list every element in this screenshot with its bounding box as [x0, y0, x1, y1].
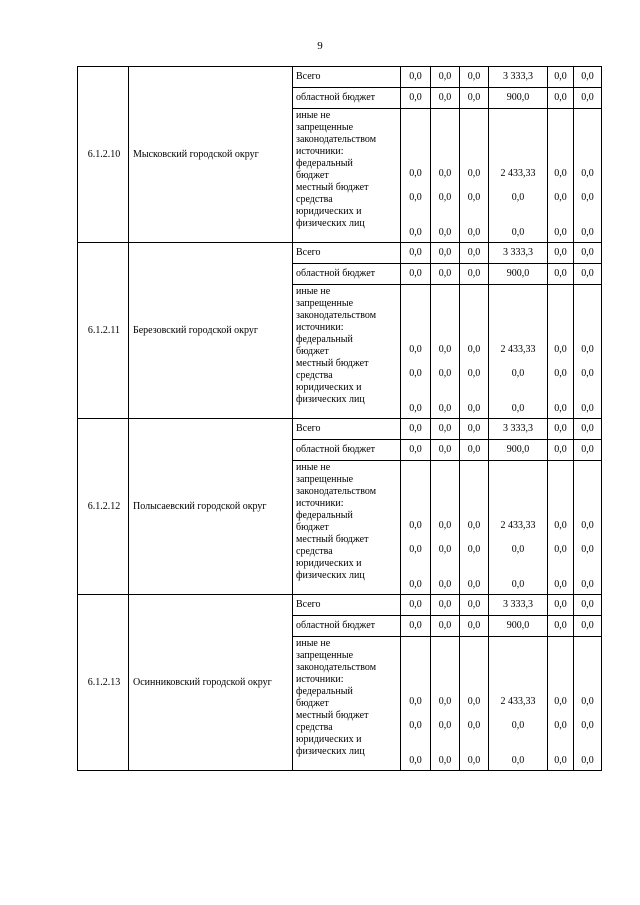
- amount-stack: [574, 461, 601, 592]
- amount-value: 0,0: [554, 368, 567, 379]
- amount-stack-cell: [489, 109, 548, 243]
- amount-stack-cell: [431, 637, 460, 771]
- amount-stack: [489, 109, 547, 240]
- page-number: 9: [317, 40, 323, 52]
- amount-stack-cell: [548, 109, 574, 243]
- amount-cell: 0,0: [574, 88, 602, 109]
- funding-source-oblast: областной бюджет: [293, 440, 401, 461]
- amount-stack: [574, 109, 601, 240]
- amount-cell: 0,0: [460, 616, 489, 637]
- amount-value: 0,0: [581, 520, 594, 531]
- amount-cell: 900,0: [489, 88, 548, 109]
- amount-stack-cell: [574, 637, 602, 771]
- funding-source-oblast: областной бюджет: [293, 264, 401, 285]
- amount-stack: [548, 637, 573, 768]
- amount-stack: [431, 109, 459, 240]
- amount-value: 0,0: [409, 544, 422, 555]
- amount-value: 0,0: [409, 168, 422, 179]
- amount-value: 0,0: [511, 227, 525, 238]
- source-line: источники:: [296, 146, 344, 157]
- table-row: [78, 419, 602, 440]
- source-line: иные не: [296, 462, 331, 473]
- amount-value: 0,0: [554, 755, 567, 766]
- amount-cell: 0,0: [401, 595, 431, 616]
- table-row: [78, 595, 602, 616]
- amount-stack: [548, 109, 573, 240]
- amount-stack-cell: [460, 285, 489, 419]
- funding-source-other: [293, 637, 401, 771]
- amount-value: 0,0: [581, 227, 594, 238]
- source-line: законодательством: [296, 486, 377, 497]
- municipality-name: Полысаевский городской округ: [129, 419, 293, 595]
- amount-cell: 0,0: [431, 440, 460, 461]
- source-line: юридических и: [296, 206, 362, 217]
- source-line: средства: [296, 194, 333, 205]
- amount-cell: 0,0: [548, 67, 574, 88]
- amount-stack-cell: [489, 637, 548, 771]
- source-line: средства: [296, 370, 333, 381]
- amount-value: 0,0: [554, 544, 567, 555]
- amount-stack-cell: [574, 109, 602, 243]
- amount-value: 0,0: [581, 544, 594, 555]
- amount-value: 0,0: [467, 579, 481, 590]
- amount-value: 0,0: [409, 368, 422, 379]
- amount-stack: [460, 637, 488, 768]
- source-line: физических лиц: [296, 394, 365, 405]
- amount-value: 0,0: [438, 520, 452, 531]
- funding-source-oblast: областной бюджет: [293, 88, 401, 109]
- source-line: федеральный: [296, 686, 353, 697]
- amount-cell: 0,0: [401, 264, 431, 285]
- amount-value: 2 433,33: [500, 344, 536, 355]
- amount-value: 0,0: [438, 696, 452, 707]
- amount-stack-cell: [401, 109, 431, 243]
- amount-value: 0,0: [438, 368, 452, 379]
- amount-cell: 0,0: [431, 595, 460, 616]
- amount-stack-cell: [548, 461, 574, 595]
- table-row: [78, 67, 602, 88]
- source-line: физических лиц: [296, 570, 365, 581]
- amount-stack: [401, 637, 430, 768]
- amount-value: 0,0: [581, 368, 594, 379]
- amount-value: 0,0: [511, 368, 525, 379]
- item-code: 6.1.2.12: [78, 419, 129, 595]
- amount-value: 0,0: [409, 579, 422, 590]
- amount-cell: 0,0: [401, 88, 431, 109]
- amount-cell: 0,0: [401, 67, 431, 88]
- amount-value: 0,0: [581, 696, 594, 707]
- amount-stack: [489, 637, 547, 768]
- amount-cell: 0,0: [574, 243, 602, 264]
- amount-value: 0,0: [581, 755, 594, 766]
- amount-cell: 0,0: [548, 595, 574, 616]
- funding-source-oblast: областной бюджет: [293, 616, 401, 637]
- amount-value: 0,0: [467, 227, 481, 238]
- amount-cell: 0,0: [548, 264, 574, 285]
- amount-value: 0,0: [438, 544, 452, 555]
- source-line: местный бюджет: [296, 182, 369, 193]
- amount-value: 0,0: [438, 755, 452, 766]
- amount-cell: 0,0: [401, 419, 431, 440]
- amount-value: 0,0: [438, 403, 452, 414]
- amount-stack: [460, 285, 488, 416]
- amount-value: 0,0: [554, 696, 567, 707]
- amount-stack: [431, 461, 459, 592]
- amount-stack-cell: [431, 461, 460, 595]
- amount-value: 0,0: [581, 192, 594, 203]
- amount-cell: 0,0: [460, 595, 489, 616]
- amount-value: 0,0: [438, 720, 452, 731]
- amount-value: 0,0: [438, 168, 452, 179]
- amount-cell: 0,0: [548, 440, 574, 461]
- amount-value: 0,0: [409, 720, 422, 731]
- amount-value: 0,0: [554, 520, 567, 531]
- item-code: 6.1.2.11: [78, 243, 129, 419]
- amount-stack-cell: [431, 285, 460, 419]
- amount-cell: 0,0: [460, 440, 489, 461]
- amount-value: 0,0: [467, 168, 481, 179]
- amount-cell: 0,0: [431, 264, 460, 285]
- amount-stack-cell: [548, 637, 574, 771]
- amount-value: 0,0: [409, 227, 422, 238]
- amount-cell: 0,0: [401, 243, 431, 264]
- amount-cell: 0,0: [574, 440, 602, 461]
- amount-stack: [548, 461, 573, 592]
- amount-cell: 0,0: [431, 243, 460, 264]
- amount-cell: 0,0: [574, 264, 602, 285]
- amount-cell: 0,0: [431, 419, 460, 440]
- amount-value: 0,0: [438, 227, 452, 238]
- source-line: законодательством: [296, 134, 377, 145]
- funding-source-total: Всего: [293, 595, 401, 616]
- amount-value: 0,0: [554, 720, 567, 731]
- amount-value: 2 433,33: [500, 696, 536, 707]
- amount-stack-cell: [460, 109, 489, 243]
- amount-cell: 0,0: [460, 419, 489, 440]
- municipality-name: Осинниковский городской округ: [129, 595, 293, 771]
- source-line: федеральный: [296, 510, 353, 521]
- table-row: [78, 243, 602, 264]
- source-line: бюджет: [296, 522, 329, 533]
- amount-stack-cell: [460, 461, 489, 595]
- amount-cell: 0,0: [460, 67, 489, 88]
- source-line: иные не: [296, 110, 331, 121]
- funding-source-total: Всего: [293, 243, 401, 264]
- amount-cell: 0,0: [401, 440, 431, 461]
- amount-cell: 900,0: [489, 616, 548, 637]
- amount-cell: 0,0: [431, 88, 460, 109]
- amount-cell: 0,0: [431, 616, 460, 637]
- amount-cell: 0,0: [548, 88, 574, 109]
- amount-value: 0,0: [467, 544, 481, 555]
- amount-value: 0,0: [409, 696, 422, 707]
- amount-value: 0,0: [438, 192, 452, 203]
- amount-value: 0,0: [554, 168, 567, 179]
- source-line: средства: [296, 722, 333, 733]
- amount-stack-cell: [460, 637, 489, 771]
- amount-value: 0,0: [554, 227, 567, 238]
- amount-stack: [460, 109, 488, 240]
- amount-value: 0,0: [554, 192, 567, 203]
- amount-cell: 0,0: [548, 616, 574, 637]
- amount-stack-cell: [489, 285, 548, 419]
- source-line: бюджет: [296, 346, 329, 357]
- source-line: запрещенные: [296, 298, 354, 309]
- source-line: источники:: [296, 498, 344, 509]
- amount-cell: 0,0: [460, 264, 489, 285]
- amount-stack-cell: [548, 285, 574, 419]
- source-line: местный бюджет: [296, 710, 369, 721]
- source-line: средства: [296, 546, 333, 557]
- amount-stack-cell: [574, 461, 602, 595]
- source-line: законодательством: [296, 662, 377, 673]
- amount-value: 0,0: [554, 579, 567, 590]
- amount-stack: [431, 637, 459, 768]
- funding-source-total: Всего: [293, 67, 401, 88]
- amount-cell: 0,0: [460, 243, 489, 264]
- amount-stack-cell: [401, 637, 431, 771]
- municipality-name: Мысковский городской округ: [129, 67, 293, 243]
- item-code: 6.1.2.13: [78, 595, 129, 771]
- amount-stack: [548, 285, 573, 416]
- source-line: местный бюджет: [296, 358, 369, 369]
- amount-stack: [431, 285, 459, 416]
- amount-cell: 3 333,3: [489, 595, 548, 616]
- amount-value: 0,0: [511, 720, 525, 731]
- item-code: 6.1.2.10: [78, 67, 129, 243]
- source-line: физических лиц: [296, 746, 365, 757]
- municipality-name: Березовский городской округ: [129, 243, 293, 419]
- source-line: законодательством: [296, 310, 377, 321]
- amount-cell: 0,0: [574, 67, 602, 88]
- source-line: федеральный: [296, 334, 353, 345]
- amount-stack: [460, 461, 488, 592]
- amount-stack: [489, 461, 547, 592]
- amount-cell: 0,0: [431, 67, 460, 88]
- source-line: юридических и: [296, 382, 362, 393]
- amount-stack-cell: [489, 461, 548, 595]
- amount-value: 0,0: [511, 755, 525, 766]
- amount-value: 0,0: [409, 403, 422, 414]
- amount-value: 0,0: [511, 192, 525, 203]
- amount-cell: 0,0: [548, 243, 574, 264]
- amount-cell: 3 333,3: [489, 243, 548, 264]
- funding-source-other: [293, 461, 401, 595]
- amount-cell: 900,0: [489, 440, 548, 461]
- amount-cell: 0,0: [574, 419, 602, 440]
- funding-source-total: Всего: [293, 419, 401, 440]
- amount-stack: [489, 285, 547, 416]
- source-line: юридических и: [296, 558, 362, 569]
- amount-stack: [401, 285, 430, 416]
- amount-value: 0,0: [467, 192, 481, 203]
- amount-value: 0,0: [511, 579, 525, 590]
- amount-value: 0,0: [467, 755, 481, 766]
- amount-stack: [574, 285, 601, 416]
- amount-value: 0,0: [581, 403, 594, 414]
- amount-value: 0,0: [409, 520, 422, 531]
- source-line: бюджет: [296, 698, 329, 709]
- budget-table: [77, 66, 602, 771]
- amount-value: 0,0: [467, 520, 481, 531]
- funding-source-other: [293, 109, 401, 243]
- amount-value: 0,0: [467, 720, 481, 731]
- source-line: иные не: [296, 638, 331, 649]
- amount-stack-cell: [574, 285, 602, 419]
- amount-value: 0,0: [409, 344, 422, 355]
- amount-value: 0,0: [467, 344, 481, 355]
- source-line: запрещенные: [296, 122, 354, 133]
- amount-cell: 900,0: [489, 264, 548, 285]
- amount-value: 0,0: [467, 368, 481, 379]
- amount-cell: 0,0: [401, 616, 431, 637]
- source-line: запрещенные: [296, 650, 354, 661]
- amount-value: 2 433,33: [500, 168, 536, 179]
- amount-stack: [401, 461, 430, 592]
- amount-stack-cell: [401, 285, 431, 419]
- amount-cell: 3 333,3: [489, 419, 548, 440]
- amount-value: 0,0: [409, 755, 422, 766]
- amount-cell: 0,0: [574, 616, 602, 637]
- amount-value: 0,0: [581, 344, 594, 355]
- amount-stack-cell: [401, 461, 431, 595]
- amount-value: 0,0: [581, 579, 594, 590]
- amount-cell: 0,0: [460, 88, 489, 109]
- source-line: иные не: [296, 286, 331, 297]
- amount-value: 0,0: [511, 403, 525, 414]
- source-line: местный бюджет: [296, 534, 369, 545]
- amount-value: 0,0: [467, 696, 481, 707]
- source-line: источники:: [296, 674, 344, 685]
- source-line: физических лиц: [296, 218, 365, 229]
- amount-value: 2 433,33: [500, 520, 536, 531]
- amount-value: 0,0: [554, 344, 567, 355]
- amount-stack-cell: [431, 109, 460, 243]
- amount-value: 0,0: [409, 192, 422, 203]
- amount-stack: [574, 637, 601, 768]
- amount-cell: 3 333,3: [489, 67, 548, 88]
- funding-source-other: [293, 285, 401, 419]
- amount-value: 0,0: [438, 344, 452, 355]
- source-line: запрещенные: [296, 474, 354, 485]
- source-line: юридических и: [296, 734, 362, 745]
- amount-value: 0,0: [581, 720, 594, 731]
- amount-cell: 0,0: [574, 595, 602, 616]
- amount-value: 0,0: [438, 579, 452, 590]
- amount-value: 0,0: [581, 168, 594, 179]
- amount-value: 0,0: [511, 544, 525, 555]
- amount-stack: [401, 109, 430, 240]
- source-line: источники:: [296, 322, 344, 333]
- amount-value: 0,0: [467, 403, 481, 414]
- source-line: федеральный: [296, 158, 353, 169]
- amount-value: 0,0: [554, 403, 567, 414]
- amount-cell: 0,0: [548, 419, 574, 440]
- source-line: бюджет: [296, 170, 329, 181]
